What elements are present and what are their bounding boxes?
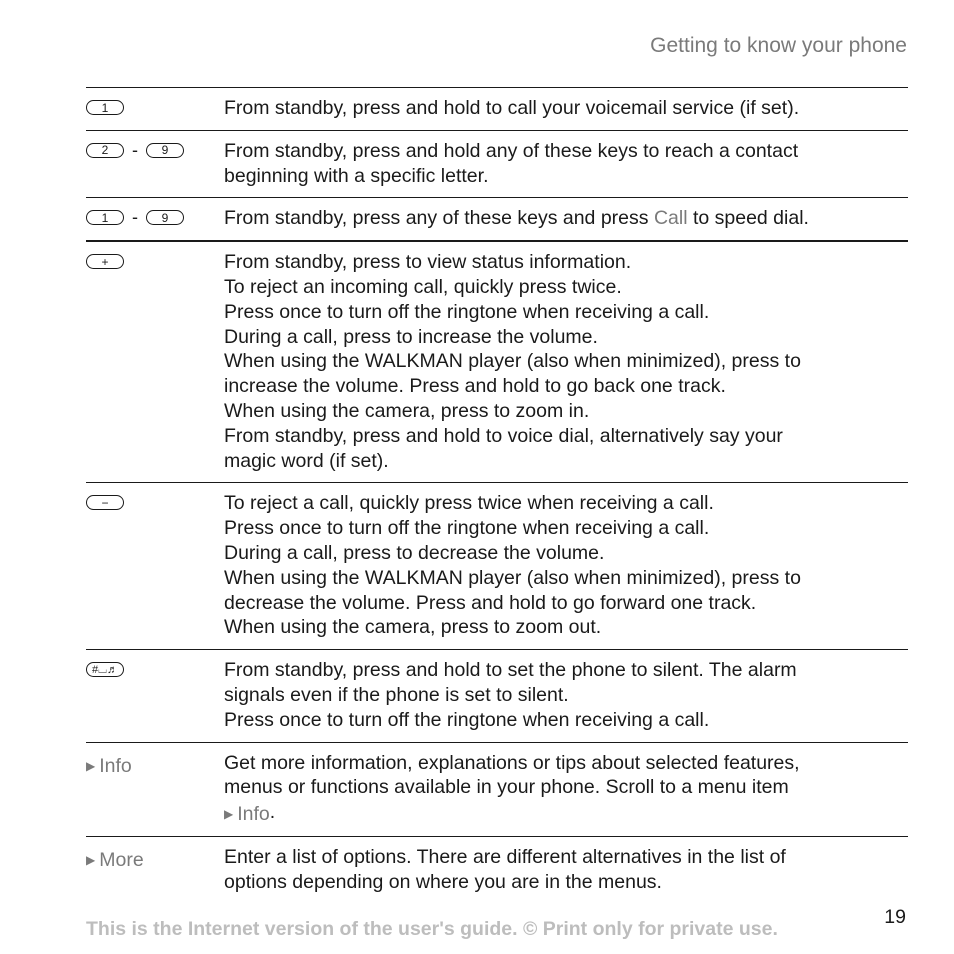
page-number: 19 (884, 906, 906, 928)
call-softkey-ref: Call (653, 207, 688, 230)
description-line: options depending on where you are in the menus. (224, 870, 662, 893)
menu-ref-label: Info (99, 754, 132, 777)
arrow-right-icon: ▶ (86, 853, 96, 868)
table-row (86, 836, 908, 904)
key-cell (86, 491, 224, 640)
description-line: During a call, press to increase the volume. (224, 325, 598, 348)
key-cell (86, 206, 224, 231)
table-row (86, 87, 908, 130)
description-line: Enter a list of options. There are different alternatives in the list of (224, 845, 786, 868)
arrow-right-icon: ▶ (86, 759, 96, 774)
key-1-icon: 1 (86, 210, 124, 225)
description-line: From standby, press and hold to voice dial, alternatively say your (224, 424, 783, 447)
table-row (86, 197, 908, 240)
range-dash: - (132, 139, 138, 160)
description-line: When using the camera, press to zoom in. (224, 399, 590, 422)
description-line: From standby, press and hold to call your voicemail service (if set). (224, 97, 800, 119)
key-cell (86, 139, 224, 189)
description-line: During a call, press to decrease the volume. (224, 541, 605, 564)
table-row (86, 482, 908, 649)
description-line (224, 800, 908, 827)
period: . (269, 801, 276, 824)
inline-menu-ref (224, 802, 270, 827)
table-row (86, 742, 908, 836)
key-cell (86, 845, 224, 895)
table-row (86, 130, 908, 198)
key-9-icon: 9 (146, 143, 184, 158)
description-cell (224, 250, 908, 473)
description-line: From standby, press and hold any of these keys to reach a contact (224, 139, 799, 162)
description-line: increase the volume. Press and hold to go back one track. (224, 375, 726, 398)
description-cell (224, 658, 908, 732)
table-row (86, 649, 908, 741)
description-line: signals even if the phone is set to silent. (224, 683, 569, 706)
menu-ref-label: More (99, 848, 144, 871)
volume-down-key-icon: − (86, 495, 124, 510)
key-cell (86, 751, 224, 827)
text-after: to speed dial. (687, 207, 809, 230)
key-2-icon: 2 (86, 143, 124, 158)
description-line: decrease the volume. Press and hold to go forward one track. (224, 591, 757, 614)
description-line: To reject an incoming call, quickly press twice. (224, 275, 622, 298)
description-line: When using the WALKMAN player (also when minimized), press to (224, 566, 801, 589)
key-cell (86, 658, 224, 732)
description-line: When using the camera, press to zoom out. (224, 616, 602, 639)
key-cell (86, 250, 224, 473)
description-line: Get more information, explanations or tips about selected features, (224, 751, 800, 774)
key-function-table (86, 87, 908, 904)
description-line: beginning with a specific letter. (224, 164, 489, 187)
description-line: Press once to turn off the ringtone when receiving a call. (224, 708, 710, 731)
description-cell (224, 751, 908, 827)
hash-silent-key-icon: #⌴♬ (86, 662, 124, 677)
description-line: From standby, press and hold to set the phone to silent. The alarm (224, 659, 797, 682)
arrow-right-icon: ▶ (224, 807, 234, 822)
description-cell (224, 491, 908, 640)
description-line: Press once to turn off the ringtone when receiving a call. (224, 300, 710, 323)
description-line: From standby, press to view status information. (224, 251, 632, 274)
text-before: From standby, press any of these keys and press (224, 207, 654, 230)
inline-menu-label: Info (237, 803, 270, 826)
footer-notice: This is the Internet version of the user's guide. © Print only for private use. (86, 918, 778, 940)
description-line: menus or functions available in your phone. Scroll to a menu item (224, 776, 789, 799)
description-line: To reject a call, quickly press twice when receiving a call. (224, 492, 714, 515)
volume-up-key-icon: + (86, 254, 124, 269)
page-header: Getting to know your phone (650, 34, 907, 57)
description-line: When using the WALKMAN player (also when minimized), press to (224, 350, 801, 373)
description-line: Press once to turn off the ringtone when receiving a call. (224, 517, 710, 540)
description-cell (224, 139, 908, 189)
description-cell (224, 96, 908, 121)
key-cell (86, 96, 224, 121)
description-cell (224, 206, 908, 231)
key-9-icon: 9 (146, 210, 184, 225)
description-line: magic word (if set). (224, 449, 389, 472)
menu-ref-info (86, 755, 132, 778)
key-1-icon: 1 (86, 100, 124, 115)
menu-ref-more (86, 849, 144, 872)
description-line (224, 206, 908, 231)
range-dash: - (132, 207, 138, 228)
table-row (86, 240, 908, 482)
description-cell (224, 845, 908, 895)
